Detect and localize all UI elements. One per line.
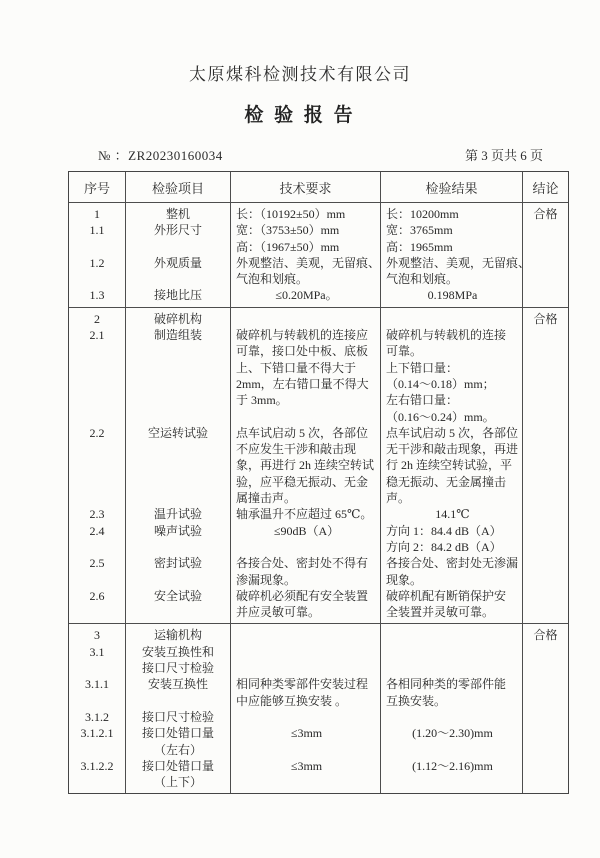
row-number-cell (69, 203, 126, 255)
inspection-result-cell (381, 624, 523, 643)
row-number-cell (69, 758, 126, 794)
table-row (69, 624, 523, 643)
tech-requirement-cell (231, 287, 381, 306)
item-name-cell (126, 644, 231, 677)
text-line: 长：（10192±50）mm (236, 207, 346, 221)
section-rows (69, 203, 531, 307)
tech-requirement-cell (231, 644, 381, 677)
text-line: 点车试启动 5 次，各部位 (386, 425, 519, 440)
text-line: 象，再进行 2h 连续空转试 (236, 458, 375, 473)
text-line: 3.1.2 (85, 709, 109, 724)
table-row (69, 588, 523, 624)
text-line: ≤90dB（A） (273, 523, 340, 538)
text-line: 点车试启动 5 次，各部位 (236, 425, 369, 440)
table-header-cell: 结论 (532, 181, 559, 196)
item-name-cell (126, 588, 231, 624)
text-line: 安装互换性和 (141, 644, 214, 659)
text-line: 左右错口量： (386, 393, 459, 408)
tech-requirement-cell (231, 709, 381, 725)
row-number-cell (69, 327, 126, 425)
section-rows (69, 308, 523, 624)
text-line: 接口处错口量 (141, 758, 214, 773)
tech-requirement-cell (231, 725, 381, 758)
report-meta-row (68, 145, 567, 164)
tech-requirement-cell (231, 308, 381, 327)
text-line: 行 2h 连续空转试验，平 (386, 458, 513, 473)
tech-requirement-cell (231, 758, 381, 794)
text-line: 气泡和划痕。 (236, 272, 309, 287)
row-number-cell (69, 624, 126, 643)
table-header-cell: 检验项目 (126, 172, 231, 202)
text-line: 2.6 (89, 588, 105, 603)
tech-requirement-cell (231, 425, 381, 506)
table-row (69, 555, 523, 588)
text-line: 接口尺寸检验 (141, 661, 214, 676)
table-row (69, 676, 523, 709)
table-row (69, 425, 523, 506)
inspection-result-cell (381, 203, 523, 255)
text-line: 整机 (165, 207, 190, 221)
table-header-cell: 检验结果 (381, 172, 523, 202)
text-line: 各接合处、密封处无渗漏 (386, 556, 519, 571)
page-number: 第 3 页共 6 页 (464, 148, 543, 163)
text-line: 高：（1967±50）mm (236, 239, 340, 254)
text-line: 现象。 (386, 572, 423, 587)
text-line: 2 (94, 311, 100, 326)
text-line: （上下） (153, 775, 202, 790)
text-line: 气泡和划痕。 (386, 272, 459, 287)
text-line: 2.3 (89, 507, 105, 522)
text-line: 接口处错口量 (141, 726, 214, 741)
tech-requirement-cell (231, 676, 381, 709)
text-line: 长：10200mm (386, 207, 459, 221)
table-row (69, 506, 523, 522)
report-title: 检 验 报 告 (244, 105, 356, 126)
text-line: 方向 2：84.2 dB（A） (386, 539, 502, 554)
text-line: 宽：3765mm (386, 223, 453, 238)
item-name-cell (126, 725, 231, 758)
table-row (69, 725, 523, 758)
text-line: 接口尺寸检验 (141, 709, 214, 724)
table-row (69, 709, 523, 725)
text-line: （0.14～0.18）mm； (386, 376, 495, 391)
row-number-cell (69, 287, 126, 306)
text-line: 安装互换性 (147, 677, 208, 692)
text-line: 轴承温升不应超过 65℃。 (236, 507, 373, 522)
table-section (69, 307, 568, 624)
item-name-cell (126, 425, 231, 506)
item-name-cell (126, 758, 231, 794)
text-line: 外观整洁、美观，无留痕、 (386, 255, 531, 270)
conclusion-cell: 合格 (533, 311, 558, 326)
text-line: 噪声试验 (153, 523, 202, 538)
item-name-cell (126, 255, 231, 288)
text-line: 高：1965mm (386, 239, 453, 254)
report-number-label: № ： (98, 148, 129, 163)
table-body (69, 203, 568, 793)
tech-requirement-cell (231, 506, 381, 522)
text-line: 破碎机与转载机的连接应 (236, 328, 369, 343)
text-line: 0.198MPa (427, 288, 478, 303)
row-number-cell (69, 725, 126, 758)
item-name-cell (126, 308, 231, 327)
company-name: 太原煤科检测技术有限公司 (189, 65, 411, 84)
table-section (69, 203, 568, 307)
row-number-cell (69, 255, 126, 288)
tech-requirement-cell (231, 523, 381, 556)
text-line: 验，应平稳无振动、无金 (236, 474, 369, 489)
table-header-row (69, 172, 568, 203)
text-line: 温升试验 (153, 507, 202, 522)
text-line: 属撞击声。 (236, 491, 297, 506)
row-number-cell (69, 523, 126, 556)
inspection-result-cell (381, 725, 523, 758)
table-header-cell: 序号 (69, 172, 126, 202)
text-line: 互换安装。 (386, 693, 447, 708)
text-line: 中应能够互换安装 。 (236, 693, 348, 708)
item-name-cell (126, 555, 231, 588)
text-line: 破碎机与转载机的连接 (386, 328, 507, 343)
text-line: 3.1.2.2 (80, 758, 114, 773)
conclusion-cell: 合格 (533, 207, 558, 221)
text-line: 各相同种类的零部件能 (386, 677, 507, 692)
item-name-cell (126, 327, 231, 425)
item-name-cell (126, 203, 231, 255)
table-row (69, 203, 523, 255)
text-line: 接地比压 (153, 288, 202, 303)
row-number-cell (69, 555, 126, 588)
text-line: 2mm，左右错口量不得大 (236, 376, 369, 391)
text-line: 方向 1：84.4 dB（A） (386, 523, 502, 538)
table-row (69, 287, 523, 306)
table-row (69, 308, 523, 327)
tech-requirement-cell (231, 327, 381, 425)
text-line: 3.1 (89, 644, 105, 659)
table-row (69, 758, 523, 794)
text-line: 3 (94, 628, 100, 643)
row-number-cell (69, 308, 126, 327)
text-line: 宽：（3753±50）mm (236, 223, 340, 238)
text-line: 1 (94, 207, 100, 221)
row-number-cell (69, 506, 126, 522)
text-line: （左右） (153, 742, 202, 757)
text-line: 各接合处、密封处不得有 (236, 556, 369, 571)
text-line: 破碎机构 (153, 311, 202, 326)
section-rows (69, 624, 523, 793)
text-line: ≤0.20MPa。 (275, 288, 338, 303)
row-number-cell (69, 709, 126, 725)
table-row (69, 523, 523, 556)
tech-requirement-cell (231, 555, 381, 588)
inspection-result-cell (381, 425, 523, 506)
text-line: 渗漏现象。 (236, 572, 297, 587)
text-line: 外观质量 (153, 255, 202, 270)
text-line: 2.4 (89, 523, 105, 538)
table-row (69, 255, 531, 288)
text-line: 外观整洁、美观，无留痕、 (236, 255, 381, 270)
inspection-result-cell (381, 287, 523, 306)
inspection-result-cell (381, 327, 523, 425)
item-name-cell (126, 523, 231, 556)
text-line: 相同种类零部件安装过程 (236, 677, 369, 692)
table-section (69, 623, 568, 793)
text-line: 无干涉和敲击现象，再进 (386, 442, 519, 457)
inspection-table (68, 171, 569, 794)
row-number-cell (69, 676, 126, 709)
conclusion-cell: 合格 (533, 628, 558, 643)
text-line: 稳无振动、无金属撞击 (386, 474, 507, 489)
text-line: ≤3mm (290, 758, 323, 773)
row-number-cell (69, 588, 126, 624)
item-name-cell (126, 624, 231, 643)
text-line: 于 3mm。 (236, 393, 288, 408)
row-number-cell (69, 425, 126, 506)
inspection-result-cell (381, 555, 523, 588)
text-line: 2.1 (89, 328, 105, 343)
text-line: 14.1℃ (435, 507, 470, 522)
report-number-value: ZR20230160034 (128, 148, 223, 163)
item-name-cell (126, 676, 231, 709)
text-line: ≤3mm (290, 726, 323, 741)
text-line: 3.1.2.1 (80, 726, 114, 741)
item-name-cell (126, 506, 231, 522)
text-line: （0.16～0.24）mm。 (386, 409, 495, 424)
inspection-result-cell (381, 676, 523, 709)
text-line: 2.2 (89, 425, 105, 440)
text-line: 密封试验 (153, 556, 202, 571)
item-name-cell (126, 287, 231, 306)
table-row (69, 327, 523, 425)
item-name-cell (126, 709, 231, 725)
inspection-result-cell (381, 255, 531, 288)
text-line: 上下错口量： (386, 360, 459, 375)
text-line: 上、下错口量不得大于 (236, 360, 357, 375)
text-line: 破碎机必须配有安全装置 (236, 588, 369, 603)
tech-requirement-cell (231, 255, 381, 288)
text-line: 破碎机配有断销保护安 (386, 588, 507, 603)
text-line: 全装置并灵敏可靠。 (386, 605, 495, 620)
text-line: 声。 (386, 491, 411, 506)
text-line: (1.12～2.16)mm (412, 758, 493, 773)
tech-requirement-cell (231, 624, 381, 643)
inspection-result-cell (381, 308, 523, 327)
table-row (69, 644, 523, 677)
text-line: 运输机构 (153, 628, 202, 643)
inspection-result-cell (381, 588, 523, 624)
text-line: 3.1.1 (85, 677, 109, 692)
text-line: (1.20～2.30)mm (412, 726, 493, 741)
text-line: 不应发生干涉和敲击现 (236, 442, 357, 457)
inspection-result-cell (381, 758, 523, 794)
inspection-result-cell (381, 644, 523, 677)
text-line: 并应灵敏可靠。 (236, 605, 321, 620)
text-line: 空运转试验 (147, 425, 208, 440)
inspection-result-cell (381, 523, 523, 556)
report-number (68, 145, 223, 164)
text-line: 可靠。 (386, 344, 423, 359)
text-line: 安全试验 (153, 588, 202, 603)
text-line: 1.1 (89, 223, 105, 238)
text-line: 1.2 (89, 255, 105, 270)
text-line: 2.5 (89, 556, 105, 571)
text-line: 外形尺寸 (153, 223, 202, 238)
table-header-cell: 技术要求 (231, 172, 381, 202)
tech-requirement-cell (231, 203, 381, 255)
row-number-cell (69, 644, 126, 677)
text-line: 制造组装 (153, 328, 202, 343)
tech-requirement-cell (231, 588, 381, 624)
text-line: 1.3 (89, 288, 105, 303)
text-line: 可靠，接口处中板、底板 (236, 344, 369, 359)
inspection-result-cell (381, 506, 523, 522)
inspection-result-cell (381, 709, 523, 725)
